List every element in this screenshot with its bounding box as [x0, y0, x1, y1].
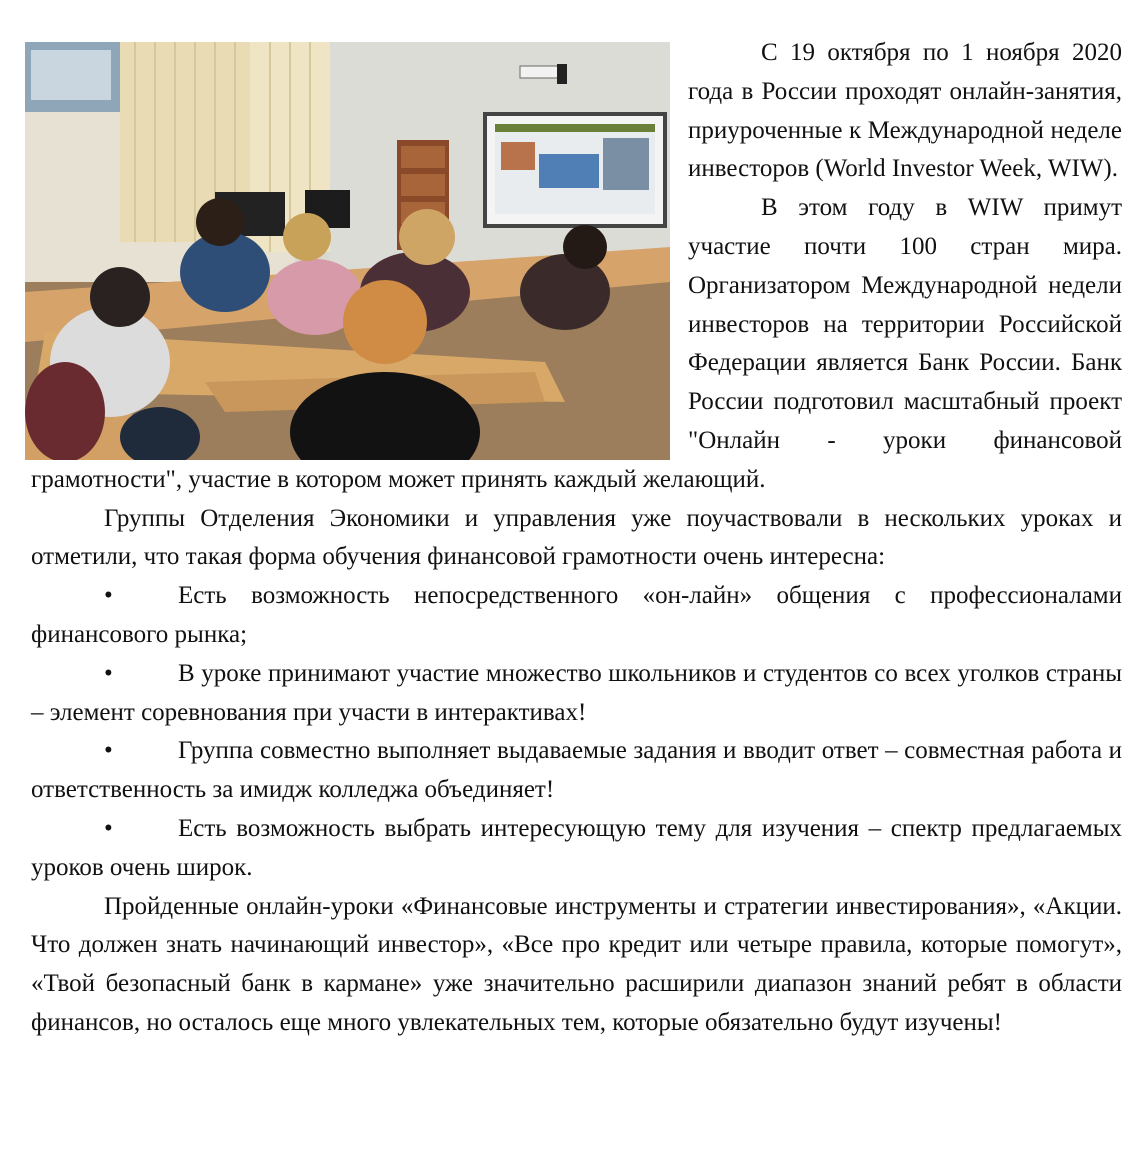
intro-paragraph-2: В этом году в WIW примут участие почти 100 стран мира. Организатором Международной недели инвесторов на территории Российской Федерации является Банк России. Банк России подготовил масштабный проект "Онлайн - уроки финансовой грамотности", участие в котором может принять каждый желающий.	[31, 194, 1122, 493]
classroom-photo-illustration	[25, 42, 670, 460]
groups-paragraph: Группы Отделения Экономики и управления уже поучаствовали в нескольких уроках и отметили, что такая форма обучения финансовой грамотности очень интересна:	[31, 504, 1122, 571]
closing-paragraph: Пройденные онлайн-уроки «Финансовые инструменты и стратегии инвестирования», «Акции. Что должен знать начинающий инвестор», «Все про кредит или четыре правила, которые помогут», «Твой безопасный банк в кармане» уже значительно расширили диапазон знаний ребят в области финансов, но осталось еще много увлекательных тем, которые обязательно будут изучены!	[31, 892, 1122, 1036]
list-item-text: Есть возможность непосредственного «он-лайн» общения с профессионалами финансового рынка;	[31, 582, 1122, 648]
intro-paragraph-1: С 19 октября по 1 ноября 2020 года в России проходят онлайн-занятия, приуроченные к Международной неделе инвесторов (World Investor Week, WIW).	[688, 39, 1122, 183]
bullet-icon: •	[104, 582, 113, 610]
list-item-text: Есть возможность выбрать интересующую тему для изучения – спектр предлагаемых уроков очень широк.	[31, 814, 1122, 881]
document-body	[31, 34, 1122, 1043]
bullet-icon: •	[104, 814, 113, 842]
bullet-icon: •	[104, 659, 113, 687]
list-item	[31, 655, 1122, 733]
bullet-icon: •	[104, 737, 113, 765]
list-item	[31, 732, 1122, 810]
list-item	[31, 577, 1122, 655]
list-item-text: Группа совместно выполняет выдаваемые задания и вводит ответ – совместная работа и ответственность за имидж колледжа объединяет!	[31, 737, 1122, 804]
classroom-photo	[25, 42, 670, 460]
list-item	[31, 810, 1122, 888]
list-item-text: В уроке принимают участие множество школьников и студентов со всех уголков страны – элемент соревнования при участи в интерактивах!	[31, 659, 1122, 726]
